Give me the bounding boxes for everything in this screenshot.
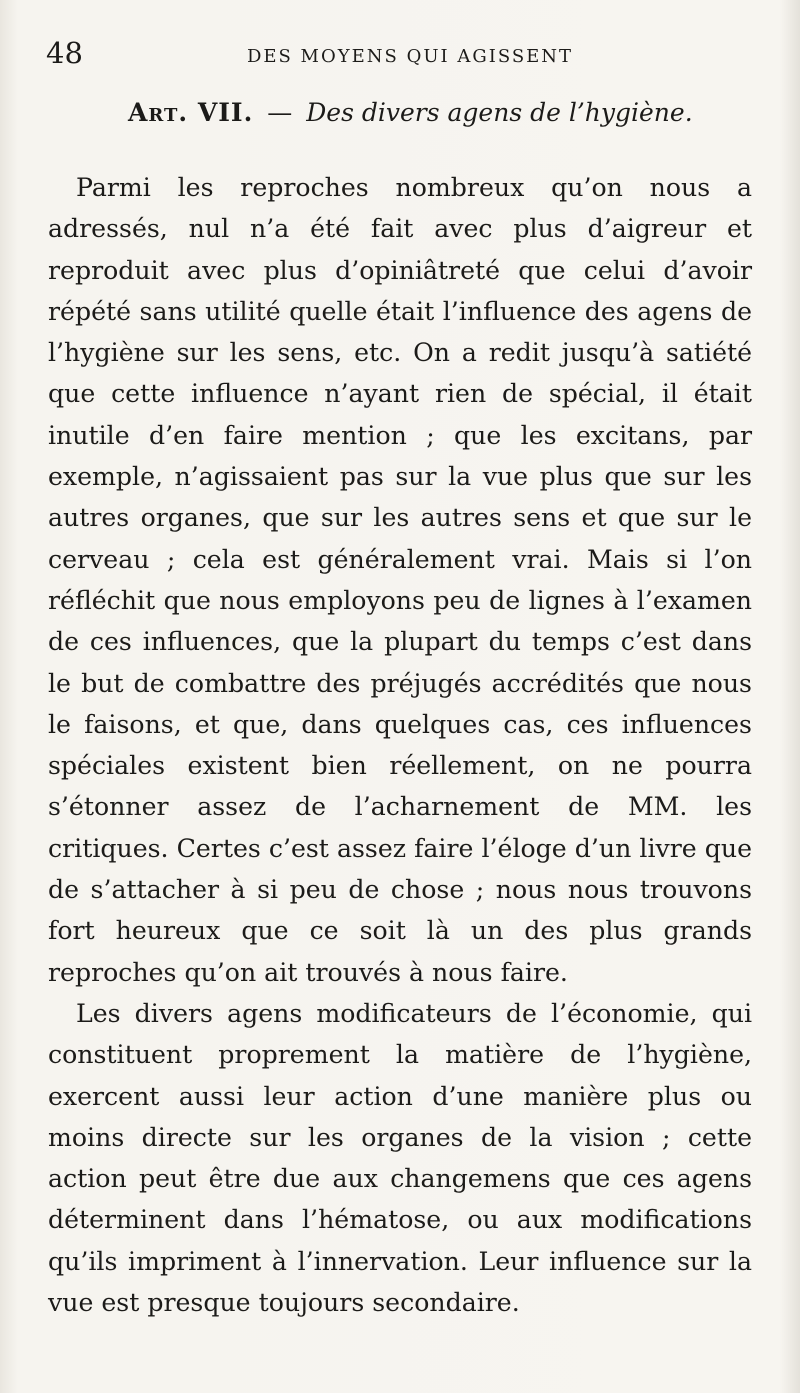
section-heading [128, 98, 740, 127]
page-number: 48 [46, 36, 83, 70]
paragraph: Les divers agens modificateurs de l’économie, qui constituent proprement la matière de l’hygiène, exercent aussi leur action d’une manière plus ou moins directe sur les organes de la vision ; cette action peut être due aux changemens que ces agens déterminent dans l’hématose, ou aux modifications qu’ils impriment à l’innervation. Leur influence sur la vue est presque toujours secondaire. [48, 998, 752, 1318]
body-text [48, 167, 752, 1323]
running-head: DES MOYENS QUI AGISSENT [246, 46, 574, 67]
paragraph: Parmi les reproches nombreux qu’on nous a adressés, nul n’a été fait avec plus d’aigreur et reproduit avec plus d’opiniâtreté que celui d’avoir répété sans utilité quelle était l’influence des agens de l’hygiène sur les sens, etc. On a redit jusqu’à satiété que cette influence n’ayant rien de spécial, il était inutile d’en faire mention ; que les excitans, par exemple, n’agissaient pas sur la vue plus que sur les autres organes, que sur les autres sens et que sur le cerveau ; cela est généralement vrai. Mais si l’on réfléchit que nous employons peu de lignes à l’examen de ces influences, que la plupart du temps c’est dans le but de combattre des préjugés accrédités que nous le faisons, et que, dans quelques cas, ces influences spéciales existent bien réellement, on ne pourra s’étonner assez de l’acharnement de MM. les critiques. Certes c’est assez faire l’éloge d’un livre que de s’attacher à si peu de chose ; nous nous trouvons fort heureux que ce soit là un des plus grands reproches qu’on ait trouvés à nous faire. [48, 173, 752, 987]
article-subtitle: Des divers agens de l’hygiène. [306, 98, 693, 127]
page-header [46, 36, 754, 76]
article-label: Art. VII. [128, 98, 254, 127]
heading-dash: — [267, 98, 293, 127]
